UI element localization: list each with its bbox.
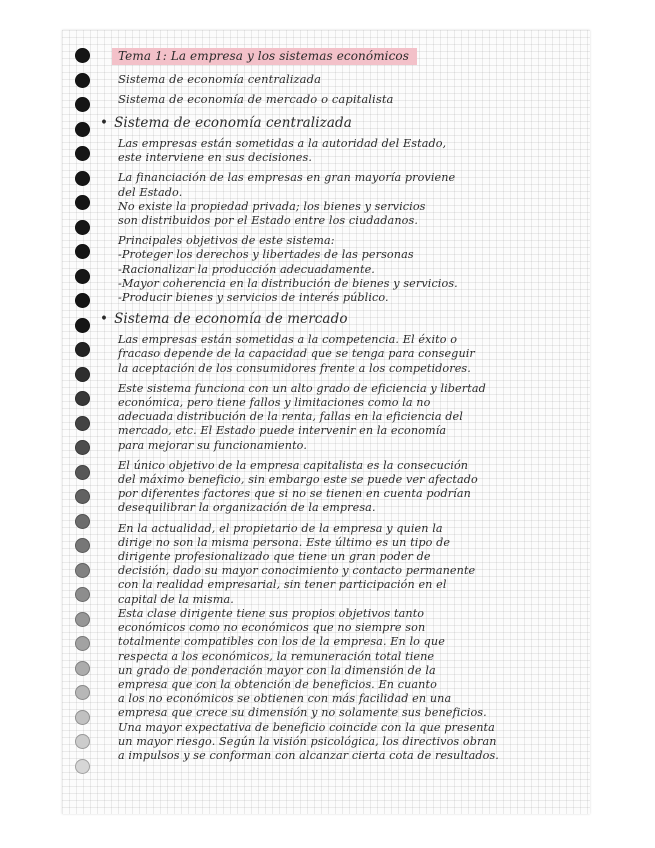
- page-title: Tema 1: La empresa y los sistemas económicos: [112, 48, 417, 65]
- text-line: mercado, etc. El Estado puede intervenir en la economía: [118, 424, 447, 438]
- text-line: a impulsos y se conforman con alcanzar cierta cota de resultados.: [118, 748, 499, 762]
- text-line: Este sistema funciona con un alto grado de eficiencia y libertad: [118, 381, 486, 395]
- paragraph: [112, 171, 582, 228]
- paragraph: [112, 459, 582, 516]
- binder-hole: [75, 367, 90, 382]
- text-line: adecuada distribución de la renta, fallas en la eficiencia del: [118, 410, 463, 424]
- text-line: Las empresas están sometidas a la autoridad del Estado,: [118, 137, 447, 150]
- text-line: a los no económicos se obtienen con más facilidad en una: [118, 692, 452, 706]
- text-line: fracaso depende de la capacidad que se tenga para conseguir: [118, 347, 475, 361]
- binder-hole: [75, 146, 90, 161]
- text-line: El único objetivo de la empresa capitalista es la consecución: [118, 458, 469, 472]
- bullet-icon: •: [100, 115, 109, 131]
- binder-hole: [75, 587, 90, 602]
- binder-hole: [75, 710, 90, 725]
- binder-hole: [75, 171, 90, 186]
- paragraph: [112, 234, 582, 305]
- text-line: con la realidad empresarial, sin tener participación en el: [118, 578, 447, 592]
- text-line: respecta a los económicos, la remuneración total tiene: [118, 649, 435, 663]
- text-line: un mayor riesgo. Según la visión psicológica, los directivos obran: [118, 734, 497, 748]
- paragraph: [112, 333, 582, 376]
- text-line: son distribuidos por el Estado entre los ciudadanos.: [118, 214, 418, 228]
- paragraph: [112, 382, 582, 453]
- binder-hole: [75, 416, 90, 431]
- text-line: empresa que con la obtención de beneficios. En cuanto: [118, 677, 437, 691]
- binder-hole: [75, 122, 90, 137]
- text-line: dirigente profesionalizado que tiene un gran poder de: [118, 550, 431, 564]
- text-line: desequilibrar la organización de la empresa.: [118, 501, 376, 515]
- binder-hole: [75, 220, 90, 235]
- text-line: Esta clase dirigente tiene sus propios objetivos tanto: [118, 606, 425, 620]
- text-line: la aceptación de los consumidores frente a los competidores.: [118, 361, 471, 375]
- section-heading-text: Sistema de economía centralizada: [114, 115, 352, 131]
- text-line: para mejorar su funcionamiento.: [118, 438, 307, 452]
- binder-hole: [75, 563, 90, 578]
- paragraph: [112, 137, 582, 165]
- text-line: este interviene en sus decisiones.: [118, 151, 313, 165]
- section-heading-text: Sistema de economía de mercado: [114, 311, 348, 328]
- text-line: capital de la misma.: [118, 592, 234, 606]
- topic-list: [118, 69, 582, 109]
- binder-hole: [75, 244, 90, 259]
- text-line: dirige no son la misma persona. Este último es un tipo de: [118, 535, 451, 549]
- section-heading-centralizada: [100, 115, 582, 131]
- text-line: No existe la propiedad privada; los bienes y servicios: [118, 199, 426, 213]
- text-line: -Producir bienes y servicios de interés público.: [118, 291, 389, 305]
- text-line: del máximo beneficio, sin embargo este se puede ver afectado: [118, 473, 478, 487]
- binder-hole: [75, 293, 90, 308]
- binder-hole: [75, 342, 90, 357]
- text-line: empresa que crece su dimensión y no solamente sus beneficios.: [118, 706, 487, 720]
- text-line: Principales objetivos de este sistema:: [118, 234, 335, 248]
- binder-hole: [75, 734, 90, 749]
- binder-hole: [75, 73, 90, 88]
- text-line: Las empresas están sometidas a la competencia. El éxito o: [118, 333, 458, 347]
- text-line: decisión, dado su mayor conocimiento y contacto permanente: [118, 564, 476, 578]
- binder-hole: [75, 489, 90, 504]
- text-line: económicos como no económicos que no siempre son: [118, 621, 426, 635]
- binder-hole: [75, 465, 90, 480]
- text-line: Una mayor expectativa de beneficio coincide con la que presenta: [118, 720, 495, 734]
- binder-hole: [75, 97, 90, 112]
- text-line: -Proteger los derechos y libertades de las personas: [118, 248, 414, 262]
- text-line: del Estado.: [118, 185, 183, 199]
- binder-hole: [75, 538, 90, 553]
- binder-hole: [75, 391, 90, 406]
- text-line: -Racionalizar la producción adecuadamente.: [118, 262, 375, 276]
- topic-item: Sistema de economía centralizada: [118, 72, 322, 86]
- binder-hole: [75, 440, 90, 455]
- text-line: totalmente compatibles con los de la empresa. En lo que: [118, 635, 445, 649]
- binder-hole: [75, 661, 90, 676]
- binder-hole: [75, 514, 90, 529]
- binder-hole: [75, 636, 90, 651]
- topic-item: Sistema de economía de mercado o capitalista: [118, 92, 394, 106]
- text-line: económica, pero tiene fallos y limitaciones como la no: [118, 396, 431, 410]
- text-line: La financiación de las empresas en gran mayoría proviene: [118, 171, 456, 185]
- binder-hole: [75, 48, 90, 63]
- binder-hole: [75, 195, 90, 210]
- title-row: [112, 48, 582, 65]
- text-line: En la actualidad, el propietario de la empresa y quien la: [118, 521, 443, 535]
- binder-hole: [75, 318, 90, 333]
- paragraph: [112, 522, 582, 763]
- text-line: un grado de ponderación mayor con la dimensión de la: [118, 663, 436, 677]
- binder-hole: [75, 685, 90, 700]
- text-line: por diferentes factores que si no se tienen en cuenta podrían: [118, 487, 471, 501]
- notes-content: [100, 48, 582, 763]
- text-line: -Mayor coherencia en la distribución de bienes y servicios.: [118, 276, 458, 290]
- binder-hole: [75, 759, 90, 774]
- binder-hole: [75, 612, 90, 627]
- section-heading-mercado: [100, 311, 582, 328]
- bullet-icon: •: [100, 311, 109, 328]
- binder-hole: [75, 269, 90, 284]
